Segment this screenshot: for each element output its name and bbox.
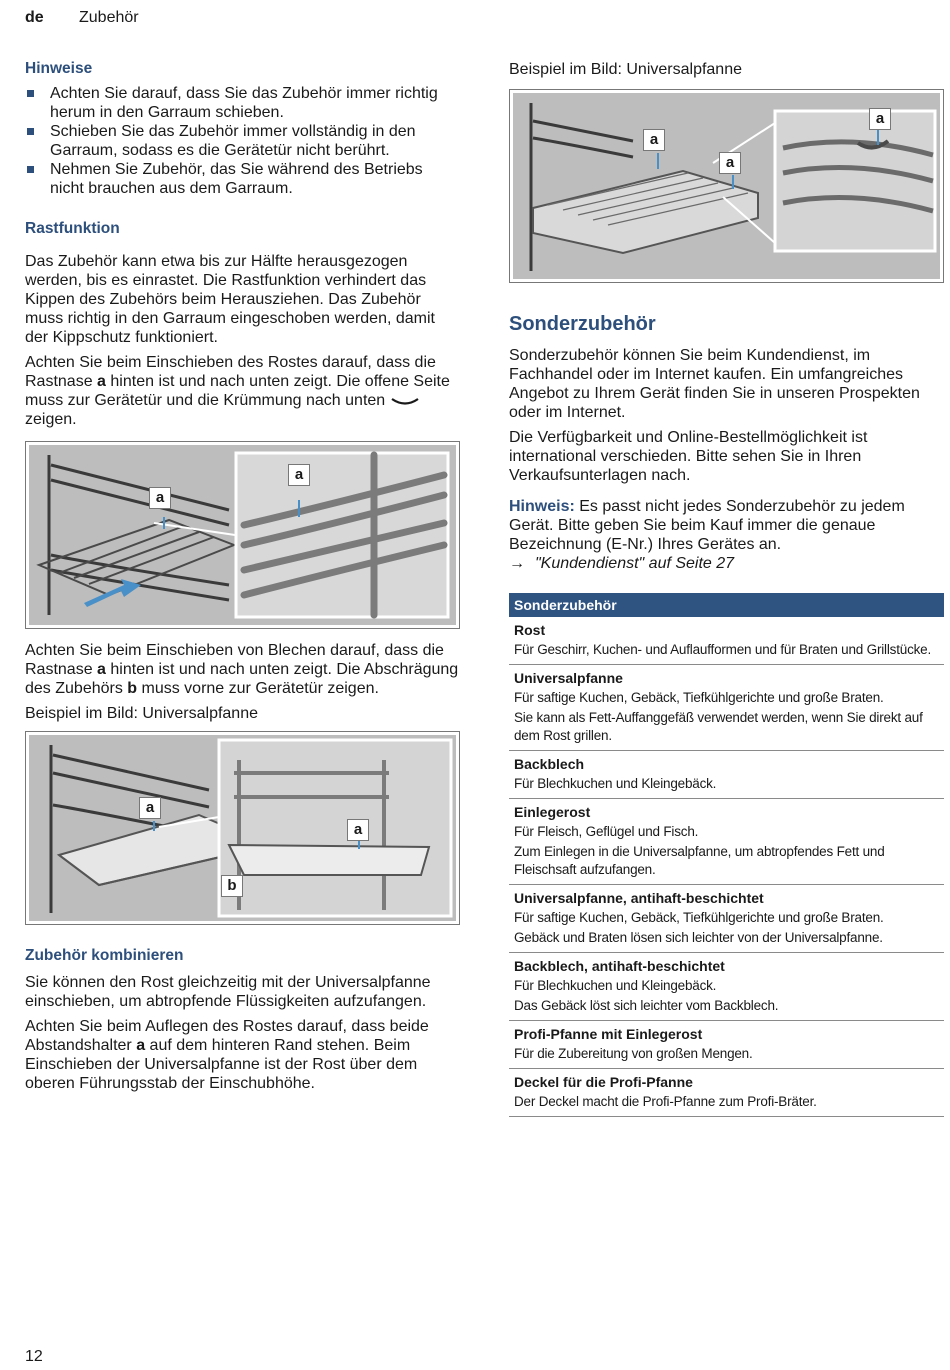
figure-label-a: a	[347, 819, 369, 841]
table-row: Universalpfanne Für saftige Kuchen, Gebäck, Tiefkühlgerichte und große Braten. Sie kann als Fett-Auffanggefäß verwendet werden, wenn Sie direkt auf dem Rost grillen.	[509, 665, 944, 751]
sonderzubehoer-heading: Sonderzubehör	[509, 313, 656, 335]
hinweise-heading: Hinweise	[25, 60, 93, 77]
figure-label-a: a	[869, 108, 891, 130]
hinweise-list	[25, 84, 460, 198]
rastfunktion-paragraph-2: Achten Sie beim Einschieben des Rostes darauf, dass die Rastnase a hinten ist und nach unten zeigt. Die offene Seite muss zur Gerätetür und die Krümmung nach unten zeigen.	[25, 354, 450, 428]
right-column	[509, 60, 944, 1117]
list-item: Nehmen Sie Zubehör, das Sie während des Betriebs nicht brauchen aus dem Garraum.	[25, 160, 460, 198]
left-column	[25, 60, 460, 1099]
table-row: Einlegerost Für Fleisch, Geflügel und Fisch. Zum Einlegen in die Universalpfanne, um abtropfendes Fett und Fleischsaft aufzufangen.	[509, 799, 944, 885]
list-item: Schieben Sie das Zubehör immer vollständig in den Garraum, sodass es die Gerätetür nicht berührt.	[25, 122, 460, 160]
kombinieren-paragraph-2: Achten Sie beim Auflegen des Rostes darauf, dass beide Abstandshalter a auf dem hinteren Rand stehen. Beim Einschieben der Universalpfanne ist der Rost über dem oberen Führungsstab der Einschubhöhe.	[25, 1018, 429, 1092]
table-row: Backblech Für Blechkuchen und Kleingebäck.	[509, 751, 944, 799]
figure-label-a: a	[149, 487, 171, 509]
figure-label-a: a	[139, 797, 161, 819]
figure-caption: Beispiel im Bild: Universalpfanne	[25, 705, 258, 722]
rastfunktion-paragraph-1: Das Zubehör kann etwa bis zur Hälfte herausgezogen werden, bis es einrastet. Die Rastfunktion verhindert das Kippen des Zubehörs beim Herausziehen. Das Zubehör muss richtig in den Garraum eingeschoben werden, damit der Kippschutz funktioniert.	[25, 253, 435, 346]
curve-down-icon	[390, 396, 420, 406]
table-row: Rost Für Geschirr, Kuchen- und Auflaufformen und für Braten und Grillstücke.	[509, 617, 944, 665]
kombinieren-heading: Zubehör kombinieren	[25, 947, 184, 964]
table-row: Backblech, antihaft-beschichtet Für Blechkuchen und Kleingebäck. Das Gebäck löst sich leichter vom Backblech.	[509, 953, 944, 1021]
header-title: Zubehör	[79, 9, 139, 26]
table-row: Deckel für die Profi-Pfanne Der Deckel macht die Profi-Pfanne zum Profi-Bräter.	[509, 1069, 944, 1117]
arrow-right-icon: →	[509, 555, 525, 572]
right-figure-caption: Beispiel im Bild: Universalpfanne	[509, 61, 742, 78]
page-number: 12	[25, 1348, 43, 1365]
table-header: Sonderzubehör	[509, 593, 944, 617]
bullet-square-icon	[27, 90, 34, 97]
figure-label-a: a	[288, 464, 310, 486]
sonderzubehoer-hint: Hinweis: Es passt nicht jedes Sonderzubehör zu jedem Gerät. Bitte geben Sie beim Kauf immer die genaue Bezeichnung (E-Nr.) Ihres Gerätes an.	[509, 498, 905, 553]
table-row: Profi-Pfanne mit Einlegerost Für die Zubereitung von großen Mengen.	[509, 1021, 944, 1069]
figure-rost-rastfunktion	[25, 441, 460, 629]
figure-label-b: b	[221, 875, 243, 897]
cross-reference-link[interactable]: → "Kundendienst" auf Seite 27	[509, 555, 735, 572]
figure-label-a: a	[719, 152, 741, 174]
bullet-square-icon	[27, 128, 34, 135]
sonderzubehoer-paragraph-1: Sonderzubehör können Sie beim Kundendienst, im Fachhandel oder im Internet kaufen. Ein umfangreiches Angebot zu Ihrem Gerät finden Sie in unseren Prospekten oder im Internet.	[509, 347, 920, 421]
accessories-table	[509, 593, 944, 1117]
table-row: Universalpfanne, antihaft-beschichtet Für saftige Kuchen, Gebäck, Tiefkühlgerichte und große Braten. Gebäck und Braten lösen sich leichter von der Universalpfanne.	[509, 885, 944, 953]
figure-label-a: a	[643, 129, 665, 151]
rastfunktion-paragraph-3: Achten Sie beim Einschieben von Blechen darauf, dass die Rastnase a hinten ist und nach unten zeigt. Die Abschrägung des Zubehörs b muss vorne zur Gerätetür zeigen.	[25, 642, 459, 697]
sonderzubehoer-paragraph-2: Die Verfügbarkeit und Online-Bestellmöglichkeit ist international verschieden. Bitte sehen Sie in Ihren Verkaufsunterlagen nach.	[509, 429, 868, 484]
rastfunktion-heading: Rastfunktion	[25, 220, 120, 237]
header-language: de	[25, 9, 44, 26]
kombinieren-paragraph-1: Sie können den Rost gleichzeitig mit der Universalpfanne einschieben, um abtropfende Flüssigkeiten aufzufangen.	[25, 974, 431, 1010]
bullet-square-icon	[27, 166, 34, 173]
list-item: Achten Sie darauf, dass Sie das Zubehör immer richtig herum in den Garraum schieben.	[25, 84, 460, 122]
